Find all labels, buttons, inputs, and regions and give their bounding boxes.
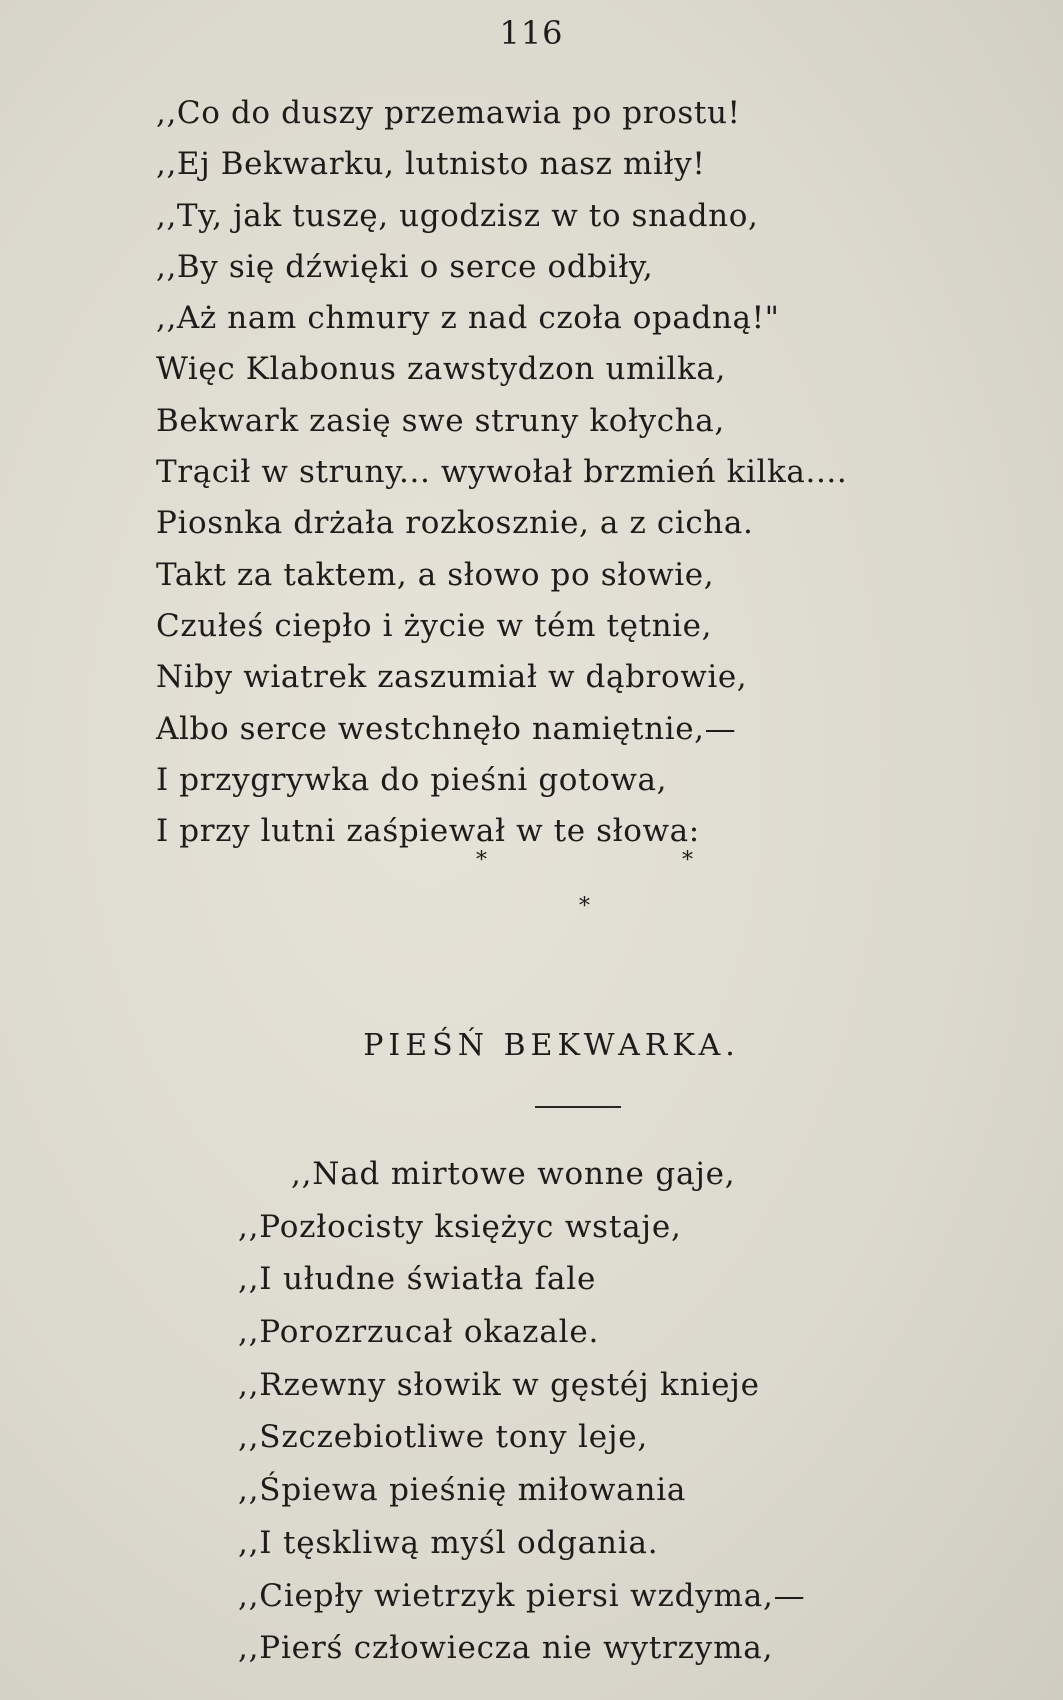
verse-line: ,,Pozłocisty księżyc wstaje, — [238, 1208, 682, 1245]
verse-line: ,,Aż nam chmury z nad czoła opadną!" — [156, 300, 780, 337]
verse-line: ,,Ej Bekwarku, lutnisto nasz miły! — [156, 146, 706, 183]
section-title: PIEŚŃ BEKWARKA. — [363, 1028, 740, 1063]
verse-line: ,,Porozrzucał okazale. — [238, 1314, 600, 1351]
verse-line: Takt za taktem, a słowo po słowie, — [156, 556, 715, 593]
verse-line: ,,I ułudne światła fale — [238, 1261, 597, 1298]
verse-line: ,,Śpiewa pieśnię miłowania — [238, 1472, 687, 1509]
page-number: 116 — [499, 14, 564, 52]
verse-line: ,,I tęskliwą myśl odgania. — [238, 1524, 659, 1561]
verse-line: ,,Nad mirtowe wonne gaje, — [291, 1156, 736, 1192]
verse-line: ,,Ciepły wietrzyk piersi wzdyma,— — [238, 1577, 806, 1614]
verse-line: Trącił w struny... wywołał brzmień kilka.... — [156, 454, 848, 491]
verse-line: Piosnka drżała rozkosznie, a z cicha. — [156, 505, 754, 542]
verse-line: I przygrywka do pieśni gotowa, — [156, 761, 668, 798]
verse-line: Więc Klabonus zawstydzon umilka, — [156, 351, 726, 388]
verse-line: Niby wiatrek zaszumiał w dąbrowie, — [156, 659, 748, 696]
verse-stanza-1 — [156, 88, 847, 857]
verse-line: ,,Pierś człowiecza nie wytrzyma, — [238, 1630, 774, 1667]
verse-stanza-2 — [238, 1148, 805, 1675]
verse-line: ,,Ty, jak tuszę, ugodzisz w to snadno, — [156, 197, 759, 234]
verse-line: ,,By się dźwięki o serce odbiły, — [156, 248, 654, 285]
asterisk-ornament: * — [476, 848, 487, 873]
verse-line: ,,Co do duszy przemawia po prostu! — [156, 95, 741, 131]
asterisk-ornament: * — [682, 848, 693, 873]
verse-line: ,,Szczebiotliwe tony leje, — [238, 1419, 649, 1456]
title-underline-rule — [535, 1106, 621, 1108]
verse-line: Bekwark zasię swe struny kołycha, — [156, 402, 725, 439]
verse-line: I przy lutni zaśpiewał w te słowa: — [156, 813, 700, 850]
asterism-divider — [0, 848, 1063, 918]
verse-line: Albo serce westchnęło namiętnie,— — [156, 710, 737, 747]
asterisk-ornament: * — [579, 894, 590, 919]
verse-line: Czułeś ciepło i życie w tém tętnie, — [156, 607, 713, 644]
verse-line: ,,Rzewny słowik w gęstéj knieje — [238, 1366, 760, 1403]
